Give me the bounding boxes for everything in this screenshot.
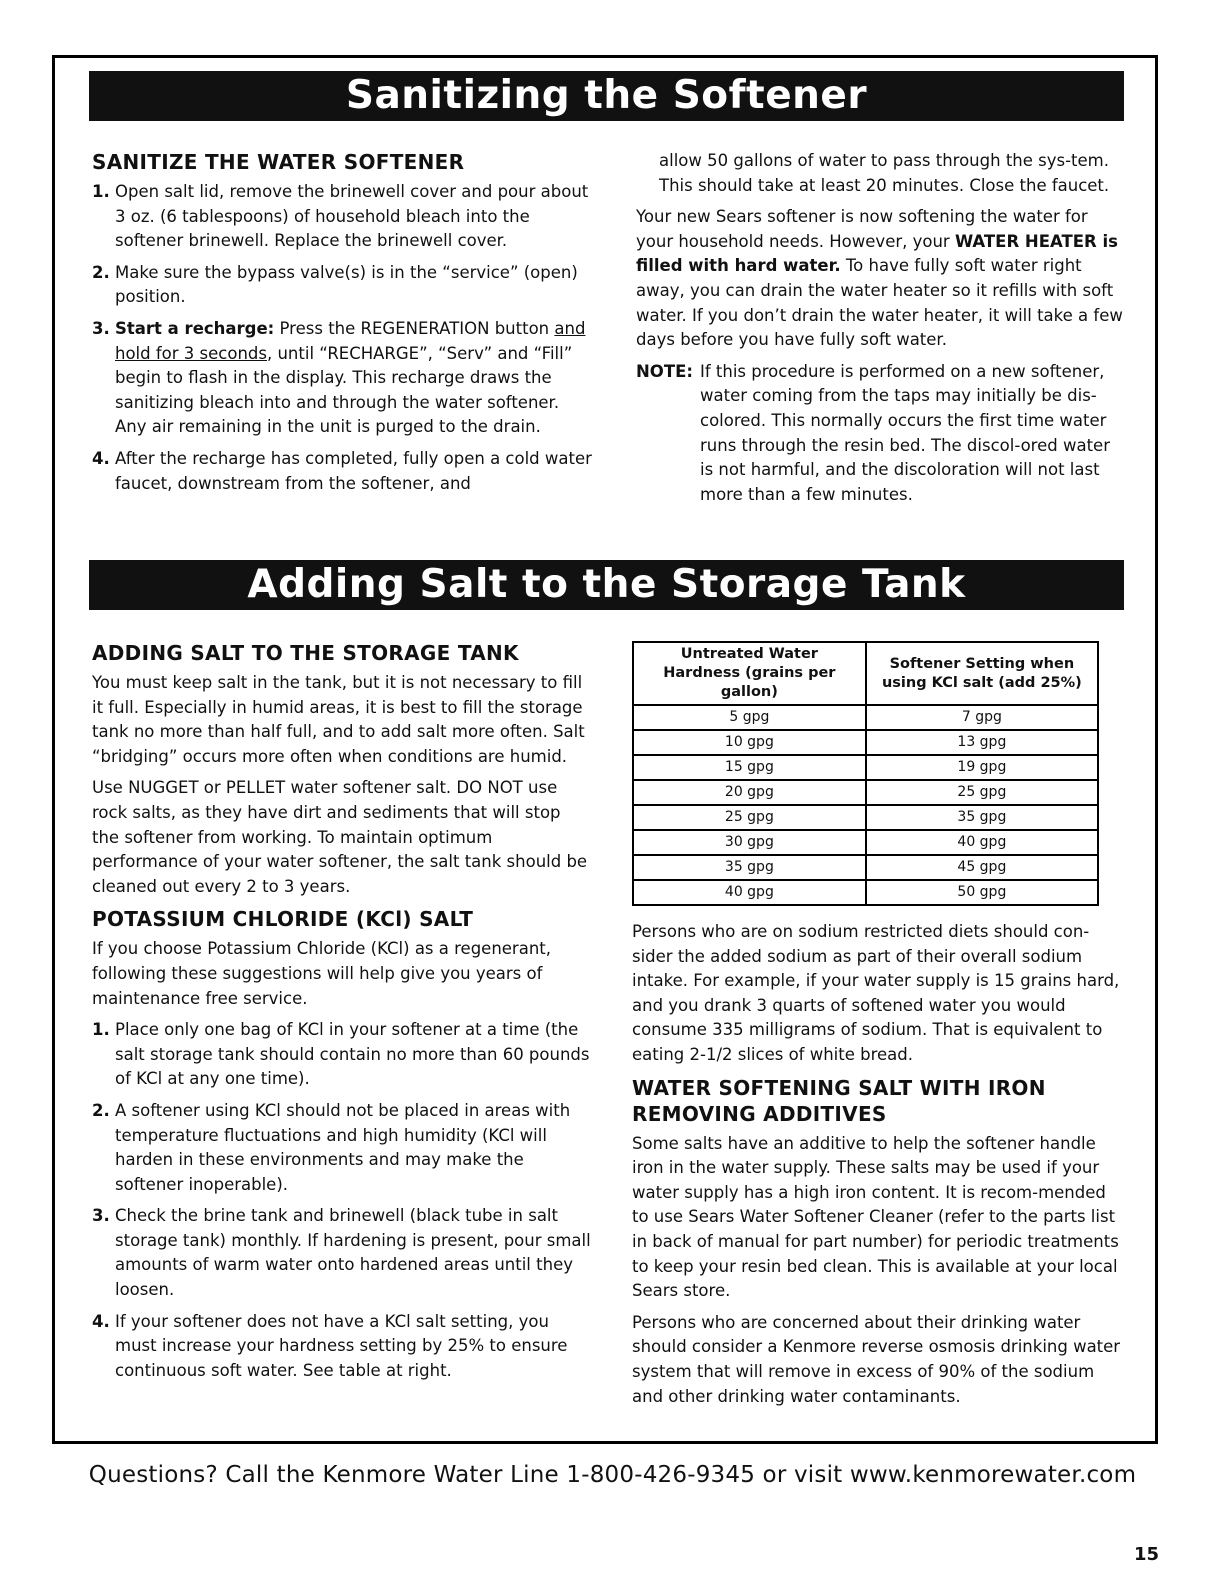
table-cell: 35 gpg bbox=[866, 805, 1098, 830]
sanitize-right-column bbox=[636, 149, 1126, 507]
step-4-continued: allow 50 gallons of water to pass through the sys-tem. This should take at least 20 minutes. Close the faucet. bbox=[659, 151, 1110, 195]
step-lead: Start a recharge: bbox=[115, 318, 275, 338]
step-text: Press the REGENERATION button bbox=[274, 318, 555, 338]
step-text: After the recharge has completed, fully open a cold water faucet, downstream from the softener, and bbox=[115, 448, 592, 493]
step-number: 1. bbox=[92, 1020, 110, 1040]
kcl-heading: POTASSIUM CHLORIDE (KCl) SALT bbox=[92, 907, 474, 932]
step-number: 4. bbox=[92, 448, 110, 468]
table-cell: 13 gpg bbox=[866, 730, 1098, 755]
section-banner-salt: Adding Salt to the Storage Tank bbox=[89, 560, 1124, 610]
footer-contact-line: Questions? Call the Kenmore Water Line 1-800-426-9345 or visit www.kenmorewater.com bbox=[88, 1462, 1137, 1488]
note bbox=[636, 360, 1126, 508]
step-number: 2. bbox=[92, 262, 110, 282]
table-cell: 25 gpg bbox=[633, 805, 866, 830]
table-header-row bbox=[633, 642, 1098, 705]
step-text-tail: , until “RECHARGE”, “Serv” and “Fill” begin to flash in the display. This recharge draws the sanitizing bleach into and through the water softener. Any air remaining in the unit is purged to the drain. bbox=[115, 343, 573, 437]
step-number: 3. bbox=[92, 1206, 110, 1226]
table-row bbox=[633, 880, 1098, 905]
step-text: A softener using KCl should not be placed in areas with temperature fluctuations and high humidity (KCl will harden in these environments and may make the softener inoperable). bbox=[115, 1100, 571, 1194]
table-cell: 7 gpg bbox=[866, 705, 1098, 730]
salt-left-column bbox=[92, 640, 592, 1390]
sodium-paragraph: Persons who are on sodium restricted diets should con-sider the added sodium as part of their overall sodium intake. For example, if your water supply is 15 grains hard, and you drank 3 quarts of softened water you would consume 335 milligrams of sodium. That is equivalent to eating 2-1/2 slices of white bread. bbox=[632, 922, 1120, 1064]
reverse-osmosis-paragraph: Persons who are concerned about their drinking water should consider a Kenmore reverse osmosis drinking water system that will remove in excess of 90% of the sodium and other drinking water contaminants. bbox=[632, 1312, 1121, 1406]
table-cell: 35 gpg bbox=[633, 855, 866, 880]
page-number: 15 bbox=[1133, 1544, 1159, 1565]
table-cell: 30 gpg bbox=[633, 830, 866, 855]
kcl-step-2 bbox=[92, 1099, 592, 1197]
table-cell: 50 gpg bbox=[866, 880, 1098, 905]
table-cell: 5 gpg bbox=[633, 705, 866, 730]
table-header-setting: Softener Setting when using KCl salt (add 25%) bbox=[866, 642, 1098, 705]
table-row bbox=[633, 730, 1098, 755]
salt-paragraph-2: Use NUGGET or PELLET water softener salt. DO NOT use rock salts, as they have dirt and sediments that will stop the softener from working. To maintain optimum performance of your water softener, the salt tank should be cleaned out every 2 to 3 years. bbox=[92, 778, 588, 896]
table-row bbox=[633, 830, 1098, 855]
step-number: 3. bbox=[92, 318, 110, 338]
sanitize-step-1 bbox=[92, 180, 592, 254]
step-underlined-text: and hold for 3 seconds bbox=[115, 318, 586, 363]
salt-paragraph-1: You must keep salt in the tank, but it is not necessary to fill it full. Especially in humid areas, it is best to fill the storage tank no more than half full, and to add salt more often. Salt “bridging” occurs more often when conditions are humid. bbox=[92, 673, 585, 766]
salt-right-column bbox=[632, 641, 1122, 1416]
sanitize-left-column bbox=[92, 149, 592, 503]
para-text-tail: To have fully soft water right away, you can drain the water heater so it refills with soft water. If you don’t drain the water heater, it will take a few days before you have fully soft water. bbox=[636, 256, 1123, 350]
table-cell: 40 gpg bbox=[633, 880, 866, 905]
step-number: 4. bbox=[92, 1311, 110, 1331]
step-text: Check the brine tank and brinewell (black tube in salt storage tank) monthly. If hardening is present, pour small amounts of warm water onto hardened areas until they loosen. bbox=[115, 1206, 591, 1300]
step-text: Make sure the bypass valve(s) is in the “service” (open) position. bbox=[115, 262, 578, 307]
step-number: 1. bbox=[92, 182, 110, 201]
table-header-hardness: Untreated Water Hardness (grains per gallon) bbox=[633, 642, 866, 705]
section-banner-sanitizing: Sanitizing the Softener bbox=[89, 71, 1124, 121]
note-label: NOTE: bbox=[636, 361, 693, 381]
para-bold-text: WATER HEATER is filled with hard water. bbox=[636, 231, 1118, 276]
step-text: If your softener does not have a KCl salt setting, you must increase your hardness setting by 25% to ensure continuous soft water. See table at right. bbox=[115, 1311, 568, 1380]
sanitize-step-2 bbox=[92, 261, 592, 310]
table-row bbox=[633, 780, 1098, 805]
table-cell: 15 gpg bbox=[633, 755, 866, 780]
table-cell: 45 gpg bbox=[866, 855, 1098, 880]
iron-heading: WATER SOFTENING SALT WITH IRON REMOVING ADDITIVES bbox=[632, 1075, 1046, 1126]
kcl-paragraph: If you choose Potassium Chloride (KCl) as a regenerant, following these suggestions will help give you years of maintenance free service. bbox=[92, 939, 552, 1008]
water-heater-paragraph bbox=[636, 205, 1126, 353]
table-row bbox=[633, 805, 1098, 830]
sanitize-steps bbox=[92, 180, 592, 496]
kcl-steps bbox=[92, 1018, 592, 1383]
note-text: If this procedure is performed on a new softener, water coming from the taps may initially be dis-colored. This normally occurs the first time water runs through the resin bed. The discol-ored water is not harmful, and the discoloration will not last more than a few minutes. bbox=[700, 361, 1110, 504]
kcl-step-1 bbox=[92, 1018, 592, 1092]
kcl-step-3 bbox=[92, 1204, 592, 1302]
para-text: Your new Sears softener is now softening the water for your household needs. However, your bbox=[636, 207, 1088, 251]
table-cell: 25 gpg bbox=[866, 780, 1098, 805]
sanitize-heading: SANITIZE THE WATER SOFTENER bbox=[92, 150, 465, 174]
table-row bbox=[633, 705, 1098, 730]
table-row bbox=[633, 755, 1098, 780]
iron-paragraph: Some salts have an additive to help the softener handle iron in the water supply. These salts may be used if your water supply has a high iron content. It is recom-mended to use Sears Water Softener Cleaner (refer to the parts list in back of manual for part number) for periodic treatments to keep your resin bed clean. This is available at your local Sears store. bbox=[632, 1133, 1119, 1301]
step-text: Place only one bag of KCl in your softener at a time (the salt storage tank should contain no more than 60 pounds of KCl at any one time). bbox=[115, 1020, 590, 1089]
table-cell: 10 gpg bbox=[633, 730, 866, 755]
sanitize-step-4 bbox=[92, 447, 592, 496]
step-text: Open salt lid, remove the brinewell cover and pour about 3 oz. (6 tablespoons) of household bleach into the softener brinewell. Replace the brinewell cover. bbox=[115, 182, 589, 251]
step-number: 2. bbox=[92, 1100, 110, 1120]
salt-heading: ADDING SALT TO THE STORAGE TANK bbox=[92, 641, 519, 665]
table-cell: 19 gpg bbox=[866, 755, 1098, 780]
table-cell: 20 gpg bbox=[633, 780, 866, 805]
sanitize-step-3 bbox=[92, 317, 592, 440]
kcl-step-4 bbox=[92, 1310, 592, 1384]
hardness-table bbox=[632, 641, 1099, 906]
table-cell: 40 gpg bbox=[866, 830, 1098, 855]
table-row bbox=[633, 855, 1098, 880]
